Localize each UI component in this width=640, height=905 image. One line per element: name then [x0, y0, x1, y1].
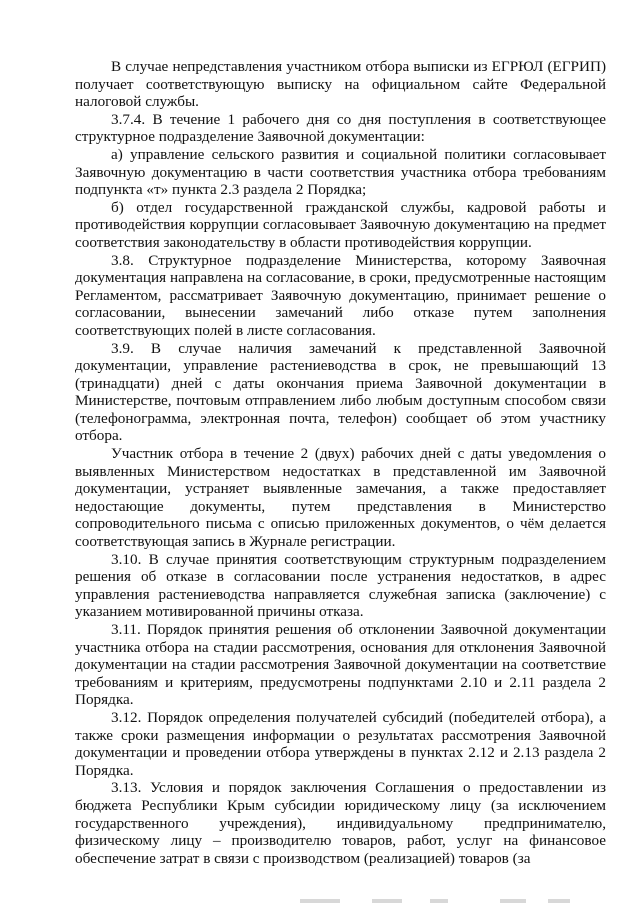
paragraph-3-9-participant: Участник отбора в течение 2 (двух) рабочих дней с даты уведомления о выявленных Министерством недостатках в представленной им Заявочной документации, устраняет выявленные замечания, а также предоставляет недостающие документы, путем представления в Министерство сопроводительного письма с описью приложенных документов, о чём делается соответствующая запись в Журнале регистрации.: [75, 445, 606, 551]
scan-artifact-mark: [300, 899, 340, 903]
scan-artifact-mark: [500, 899, 526, 903]
paragraph-3-8: 3.8. Структурное подразделение Министерства, которому Заявочная документация направлена на согласование, в сроки, предусмотренные настоящим Регламентом, рассматривает Заявочную документацию, принимает решение о согласовании, вынесении замечаний либо отказе путем заполнения соответствующих полей в листе согласования.: [75, 251, 606, 339]
paragraph-egrul-extract: В случае непредставления участником отбора выписки из ЕГРЮЛ (ЕГРИП) получает соответствующую выписку на официальном сайте Федеральной налоговой службы.: [75, 58, 606, 111]
document-body: [75, 58, 606, 867]
scan-artifact-mark: [430, 899, 448, 903]
scan-artifact-mark: [548, 899, 570, 903]
paragraph-3-13: 3.13. Условия и порядок заключения Соглашения о предоставлении из бюджета Республики Крым субсидии юридическому лицу (за исключением государственного учреждения), индивидуальному предпринимателю, физическому лицу – производителю товаров, работ, услуг на финансовое обеспечение затрат в связи с производством (реализацией) товаров (за: [75, 779, 606, 867]
paragraph-3-7-4-b: б) отдел государственной гражданской службы, кадровой работы и противодействия коррупции согласовывает Заявочную документацию на предмет соответствия законодательству в области противодействия коррупции.: [75, 198, 606, 251]
paragraph-3-12: 3.12. Порядок определения получателей субсидий (победителей отбора), а также сроки размещения информации о результатах рассмотрения Заявочной документации и проведении отбора утверждены в пунктах 2.12 и 2.13 раздела 2 Порядка.: [75, 708, 606, 779]
scan-artifact-mark: [372, 899, 402, 903]
scan-artifacts: [0, 888, 640, 905]
paragraph-3-10: 3.10. В случае принятия соответствующим структурным подразделением решения об отказе в согласовании после устранения недостатков, в адрес управления растениеводства направляется служебная записка (заключение) с указанием мотивированной причины отказа.: [75, 550, 606, 621]
paragraph-3-11: 3.11. Порядок принятия решения об отклонении Заявочной документации участника отбора на стадии рассмотрения, основания для отклонения Заявочной документации на стадии рассмотрения Заявочной документации на соответствие требованиям и критериям, предусмотрены подпунктами 2.10 и 2.11 раздела 2 Порядка.: [75, 621, 606, 709]
paragraph-3-7-4-a: а) управление сельского развития и социальной политики согласовывает Заявочную документацию в части соответствия участника отбора требованиям подпункта «т» пункта 2.3 раздела 2 Порядка;: [75, 145, 606, 199]
paragraph-3-9: 3.9. В случае наличия замечаний к представленной Заявочной документации, управление растениеводства в срок, не превышающий 13 (тринадцати) дней с даты окончания приема Заявочной документации в Министерстве, почтовым отправлением либо любым доступным способом связи (телефонограмма, электронная почта, телефон) сообщает об этом участнику отбора.: [75, 339, 606, 445]
paragraph-3-7-4: 3.7.4. В течение 1 рабочего дня со дня поступления в соответствующее структурное подразделение Заявочной документации:: [75, 110, 606, 146]
